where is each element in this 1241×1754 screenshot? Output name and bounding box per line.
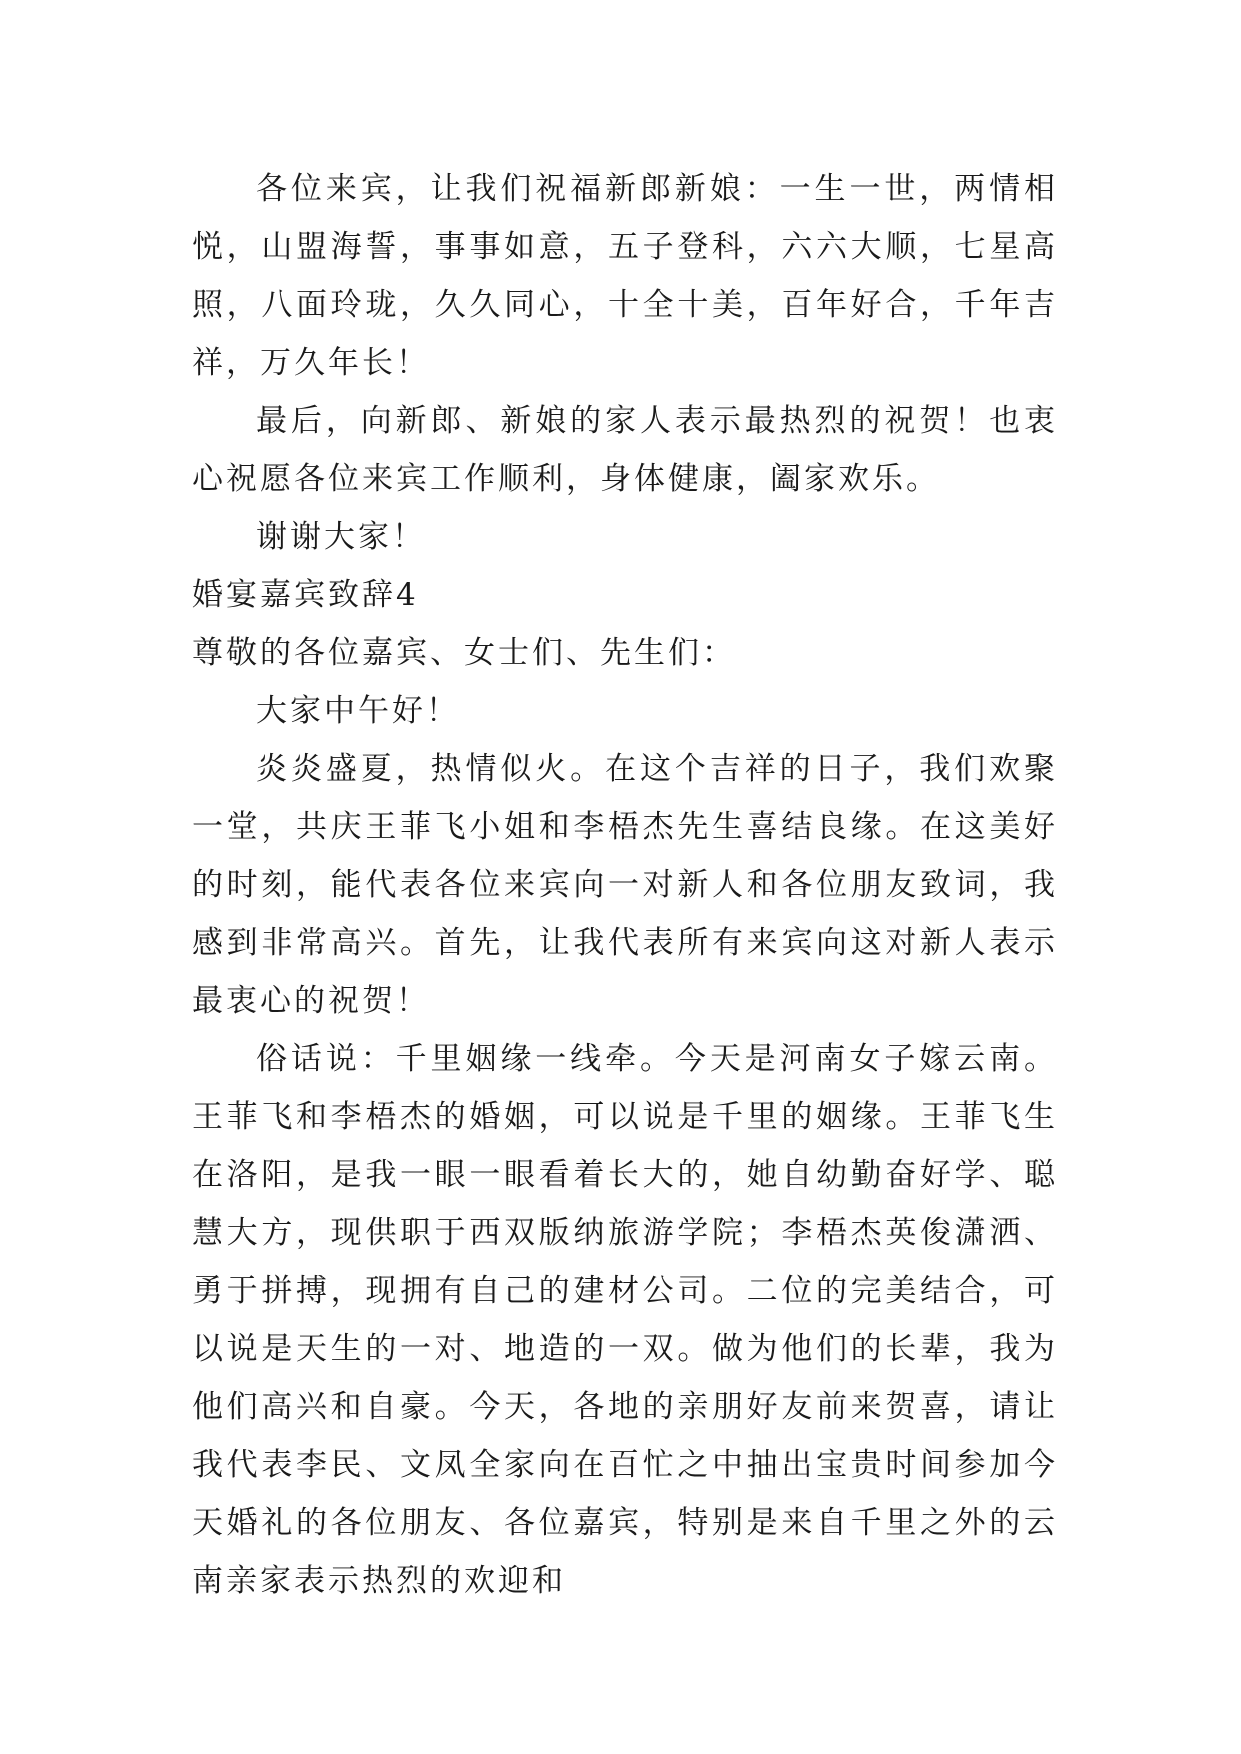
paragraph-family-wishes: 最后，向新郎、新娘的家人表示最热烈的祝贺！也衷心祝愿各位来宾工作顺利，身体健康，阖家欢乐。 [192,403,1058,497]
paragraph-story: 俗话说：千里姻缘一线牵。今天是河南女子嫁云南。王菲飞和李梧杰的婚姻，可以说是千里的姻缘。王菲飞生在洛阳，是我一眼一眼看着长大的，她自幼勤奋好学、聪慧大方，现供职于西双版纳旅游学院；李梧杰英俊潇洒、勇于拼搏，现拥有自己的建材公司。二位的完美结合，可以说是天生的一对、地造的一双。做为他们的长辈，我为他们高兴和自豪。今天，各地的亲朋好友前来贺喜，请让我代表李民、文凤全家向在百忙之中抽出宝贵时间参加今天婚礼的各位朋友、各位嘉宾，特别是来自千里之外的云南亲家表示热烈的欢迎和 [192,1041,1058,1599]
paragraph-opening: 炎炎盛夏，热情似火。在这个吉祥的日子，我们欢聚一堂，共庆王菲飞小姐和李梧杰先生喜结良缘。在这美好的时刻，能代表各位来宾向一对新人和各位朋友致词，我感到非常高兴。首先，让我代表所有来宾向这对新人表示最衷心的祝贺！ [192,751,1058,1019]
salutation: 尊敬的各位嘉宾、女士们、先生们： [192,635,736,671]
paragraph-thanks: 谢谢大家！ [256,519,426,555]
document-body [192,160,1058,1610]
section-heading: 婚宴嘉宾致辞4 [192,577,419,613]
paragraph-greeting: 大家中午好！ [256,693,460,729]
paragraph-blessing: 各位来宾，让我们祝福新郎新娘：一生一世，两情相悦，山盟海誓，事事如意，五子登科，六六大顺，七星高照，八面玲珑，久久同心，十全十美，百年好合，千年吉祥，万久年长！ [192,171,1058,381]
